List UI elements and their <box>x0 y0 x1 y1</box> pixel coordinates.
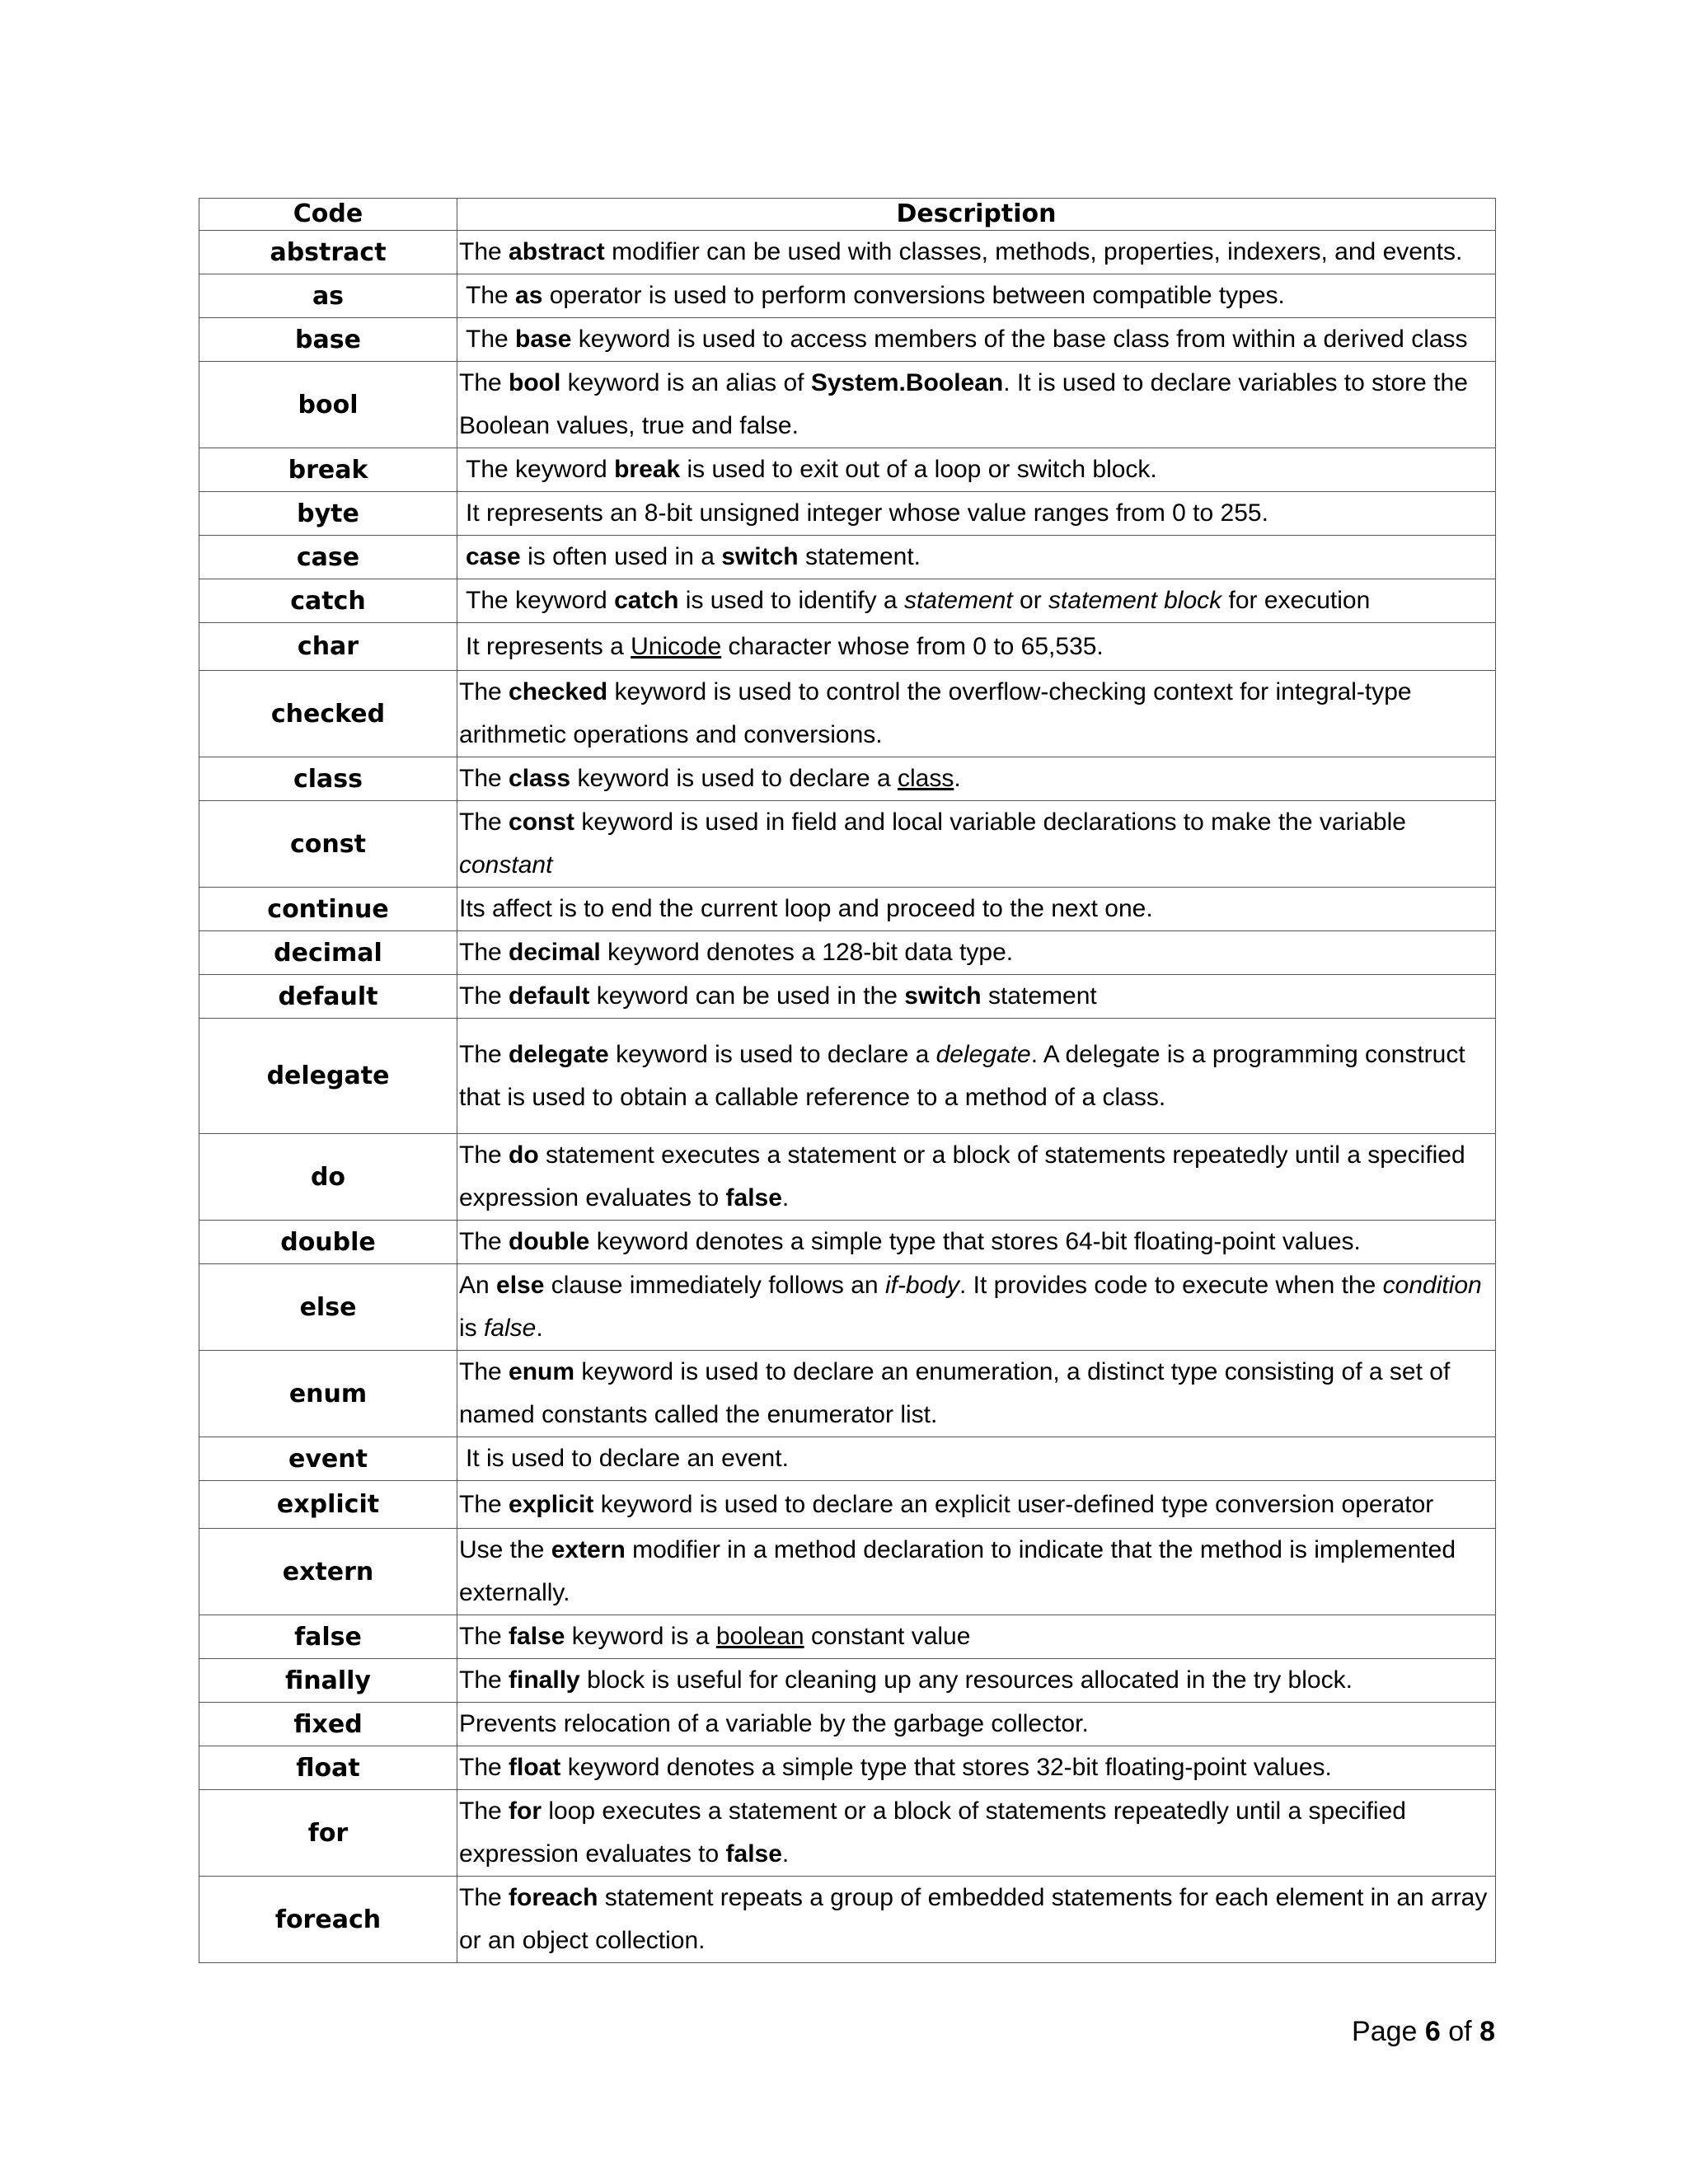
description-segment: clause immediately follows an <box>544 1272 885 1299</box>
table-row <box>199 931 1496 975</box>
description-cell <box>457 1877 1496 1963</box>
description-segment: The <box>459 1490 509 1518</box>
description-segment: const <box>509 808 575 836</box>
description-cell <box>457 448 1496 492</box>
table-row <box>199 448 1496 492</box>
keyword-cell: enum <box>199 1351 457 1437</box>
column-header-code: Code <box>199 199 457 231</box>
page-number-prefix: Page <box>1352 2016 1425 2047</box>
description-segment: . It provides code to execute when the <box>959 1272 1383 1299</box>
description-segment: false <box>725 1840 782 1868</box>
description-segment: The <box>459 1884 509 1911</box>
description-segment: statement executes a statement or a block of statements repeatedly until a specified expression evaluates to <box>459 1141 1465 1212</box>
description-segment: keyword is an alias of <box>560 369 811 396</box>
table-row <box>199 1221 1496 1264</box>
description-segment: keyword denotes a simple type that stores 64-bit floating-point values. <box>589 1228 1361 1255</box>
description-cell <box>457 1703 1496 1746</box>
keyword-cell: double <box>199 1221 457 1264</box>
description-segment: delegate <box>935 1040 1031 1068</box>
description-segment: statement <box>903 587 1013 614</box>
description-segment: . <box>781 1184 790 1212</box>
description-cell <box>457 1221 1496 1264</box>
description-segment: constant <box>459 851 553 879</box>
description-segment: statement block <box>1048 587 1222 614</box>
description-segment: block is useful for cleaning up any resources allocated in the try block. <box>579 1666 1353 1694</box>
description-segment: is often used in a <box>520 543 722 570</box>
table-row <box>199 671 1496 757</box>
table-row <box>199 623 1496 671</box>
description-segment: The <box>459 1666 509 1694</box>
keyword-cell: explicit <box>199 1481 457 1529</box>
description-segment: explicit <box>509 1490 594 1518</box>
description-cell <box>457 888 1496 931</box>
description-segment: for <box>509 1797 542 1825</box>
table-row <box>199 1877 1496 1963</box>
table-row <box>199 975 1496 1019</box>
description-segment: is used to identify a <box>678 587 904 614</box>
description-segment: constant value <box>804 1623 971 1650</box>
keyword-cell: do <box>199 1134 457 1221</box>
description-segment: The <box>459 678 509 705</box>
description-segment: enum <box>509 1358 575 1385</box>
keyword-cell: else <box>199 1264 457 1351</box>
description-segment: . <box>781 1840 790 1868</box>
keyword-cell: for <box>199 1790 457 1877</box>
description-segment: is used to exit out of a loop or switch block. <box>680 456 1157 483</box>
description-segment: if-body <box>884 1272 959 1299</box>
description-segment: switch <box>721 543 799 570</box>
description-cell <box>457 579 1496 623</box>
table-row <box>199 1351 1496 1437</box>
keyword-cell: float <box>199 1746 457 1790</box>
table-row <box>199 1019 1496 1134</box>
description-cell <box>457 1615 1496 1659</box>
description-segment: else <box>496 1272 545 1299</box>
page-number-total: 8 <box>1479 2016 1495 2047</box>
keyword-cell: decimal <box>199 931 457 975</box>
description-segment: base <box>515 326 572 353</box>
table-row <box>199 1529 1496 1615</box>
description-segment: statement repeats a group of embedded statements for each element in an array or an object collection. <box>459 1884 1488 1954</box>
description-segment: boolean <box>715 1623 804 1650</box>
description-segment: extern <box>551 1536 626 1563</box>
table-row <box>199 492 1496 536</box>
description-cell <box>457 1481 1496 1529</box>
table-row <box>199 1437 1496 1481</box>
description-cell <box>457 671 1496 757</box>
description-segment: delegate <box>509 1040 609 1068</box>
description-segment: The <box>459 1754 509 1781</box>
description-cell <box>457 536 1496 579</box>
keyword-cell: byte <box>199 492 457 536</box>
keyword-cell: const <box>199 801 457 888</box>
description-segment: . <box>536 1315 543 1342</box>
table-row <box>199 231 1496 274</box>
description-segment: condition <box>1382 1272 1482 1299</box>
description-cell <box>457 757 1496 801</box>
description-cell <box>457 1437 1496 1481</box>
keyword-cell: extern <box>199 1529 457 1615</box>
keywords-table <box>199 198 1496 1963</box>
keyword-cell: false <box>199 1615 457 1659</box>
description-segment: An <box>459 1272 497 1299</box>
description-segment: do <box>509 1141 539 1169</box>
description-cell <box>457 231 1496 274</box>
description-segment: . It is used to declare variables to store the Boolean values, true and false. <box>459 369 1468 439</box>
table-row <box>199 888 1496 931</box>
keyword-cell: fixed <box>199 1703 457 1746</box>
description-segment: . <box>954 765 961 792</box>
keyword-cell: default <box>199 975 457 1019</box>
description-cell <box>457 975 1496 1019</box>
keyword-cell: class <box>199 757 457 801</box>
description-segment: loop executes a statement or a block of statements repeatedly until a specified expression evaluates to <box>459 1797 1406 1868</box>
description-cell <box>457 1659 1496 1703</box>
description-segment: double <box>509 1228 590 1255</box>
table-row <box>199 1264 1496 1351</box>
description-segment: The <box>459 1141 509 1169</box>
description-segment: case <box>466 543 521 570</box>
description-segment: It represents an 8-bit unsigned integer whose value ranges from 0 to 255. <box>466 499 1268 527</box>
table-row <box>199 1703 1496 1746</box>
description-segment: float <box>509 1754 561 1781</box>
page-number <box>1352 2016 1495 2048</box>
description-segment: It is used to declare an event. <box>466 1445 789 1472</box>
description-segment: break <box>614 456 681 483</box>
description-cell <box>457 801 1496 888</box>
description-segment: The keyword <box>466 587 615 614</box>
description-segment: Prevents relocation of a variable by the garbage collector. <box>459 1710 1089 1737</box>
description-segment: bool <box>509 369 561 396</box>
keyword-cell: as <box>199 274 457 318</box>
description-segment: switch <box>904 982 982 1010</box>
description-segment: statement. <box>798 543 921 570</box>
description-segment: statement <box>981 982 1097 1010</box>
table-row <box>199 1790 1496 1877</box>
description-cell <box>457 623 1496 671</box>
description-cell <box>457 931 1496 975</box>
description-segment: The <box>466 326 516 353</box>
keyword-cell: char <box>199 623 457 671</box>
table-row <box>199 579 1496 623</box>
description-segment: keyword is used in field and local variable declarations to make the variable <box>574 808 1406 836</box>
description-segment: default <box>509 982 590 1010</box>
description-segment: false <box>725 1184 782 1212</box>
description-cell <box>457 1264 1496 1351</box>
description-segment: The <box>466 282 516 309</box>
description-cell <box>457 1790 1496 1877</box>
description-segment: keyword denotes a simple type that stores 32-bit floating-point values. <box>560 1754 1332 1781</box>
description-segment: keyword is used to declare an enumeration, a distinct type consisting of a set of named constants called the enumerator list. <box>459 1358 1451 1428</box>
table-row <box>199 801 1496 888</box>
description-cell <box>457 274 1496 318</box>
description-segment: The <box>459 1797 509 1825</box>
table-row <box>199 1134 1496 1221</box>
description-segment: catch <box>614 587 679 614</box>
description-segment: The <box>459 1623 509 1650</box>
keyword-cell: catch <box>199 579 457 623</box>
description-cell <box>457 1529 1496 1615</box>
description-segment: abstract <box>509 238 605 265</box>
description-segment: keyword denotes a 128-bit data type. <box>600 939 1014 966</box>
description-segment: keyword is used to declare a <box>608 1040 936 1068</box>
description-cell <box>457 1746 1496 1790</box>
description-segment: The <box>459 1040 509 1068</box>
description-segment: decimal <box>509 939 601 966</box>
table-row <box>199 536 1496 579</box>
description-segment: The <box>459 982 509 1010</box>
description-segment: The keyword <box>466 456 615 483</box>
keyword-cell: event <box>199 1437 457 1481</box>
description-segment: modifier can be used with classes, methods, properties, indexers, and events. <box>604 238 1463 265</box>
description-segment: Unicode <box>631 632 722 660</box>
description-segment: class <box>897 765 954 792</box>
description-segment: The <box>459 1358 509 1385</box>
table-row <box>199 362 1496 448</box>
description-cell <box>457 1134 1496 1221</box>
table-header-row <box>199 199 1496 231</box>
keyword-cell: case <box>199 536 457 579</box>
table-row <box>199 1481 1496 1529</box>
table-body <box>199 231 1496 1963</box>
description-segment: false <box>484 1315 537 1342</box>
keyword-cell: base <box>199 318 457 362</box>
keyword-cell: continue <box>199 888 457 931</box>
description-cell <box>457 318 1496 362</box>
description-segment: character whose from 0 to 65,535. <box>721 632 1104 660</box>
description-segment: . A delegate is a programming construct that is used to obtain a callable reference to a method of a class. <box>459 1040 1465 1111</box>
description-segment: for execution <box>1221 587 1371 614</box>
keyword-cell: foreach <box>199 1877 457 1963</box>
description-segment: Its affect is to end the current loop and proceed to the next one. <box>459 895 1153 922</box>
description-segment: keyword is used to access members of the base class from within a derived class <box>571 326 1468 353</box>
table-row <box>199 1615 1496 1659</box>
description-segment: System.Boolean <box>810 369 1004 396</box>
description-segment: operator is used to perform conversions between compatible types. <box>542 282 1285 309</box>
description-segment: as <box>515 282 543 309</box>
description-segment: The <box>459 369 509 396</box>
description-segment: The <box>459 238 509 265</box>
keyword-cell: checked <box>199 671 457 757</box>
table-row <box>199 1746 1496 1790</box>
keyword-cell: bool <box>199 362 457 448</box>
description-cell <box>457 1019 1496 1134</box>
description-segment: foreach <box>509 1884 598 1911</box>
description-segment: keyword is used to declare a <box>570 765 898 792</box>
description-segment: keyword is used to declare an explicit user-defined type conversion operator <box>593 1490 1434 1518</box>
table-row <box>199 274 1496 318</box>
description-segment: or <box>1012 587 1049 614</box>
column-header-description: Description <box>457 199 1496 231</box>
description-segment: checked <box>509 678 608 705</box>
description-segment: It represents a <box>466 632 631 660</box>
description-segment: modifier in a method declaration to indicate that the method is implemented externally. <box>459 1536 1456 1606</box>
keyword-cell: delegate <box>199 1019 457 1134</box>
description-segment: finally <box>509 1666 580 1694</box>
table-row <box>199 318 1496 362</box>
description-segment: The <box>459 939 509 966</box>
description-segment: is <box>459 1315 484 1342</box>
description-cell <box>457 1351 1496 1437</box>
description-segment: false <box>509 1623 565 1650</box>
description-cell <box>457 362 1496 448</box>
description-segment: class <box>509 765 571 792</box>
page-number-middle: of <box>1440 2016 1480 2047</box>
description-segment: keyword can be used in the <box>589 982 905 1010</box>
table-row <box>199 1659 1496 1703</box>
description-cell <box>457 492 1496 536</box>
page-number-current: 6 <box>1424 2016 1441 2047</box>
description-segment: keyword is a <box>565 1623 716 1650</box>
keyword-cell: break <box>199 448 457 492</box>
description-segment: The <box>459 765 509 792</box>
table-row <box>199 757 1496 801</box>
description-segment: The <box>459 1228 509 1255</box>
keyword-cell: abstract <box>199 231 457 274</box>
description-segment: The <box>459 808 509 836</box>
description-segment: Use the <box>459 1536 551 1563</box>
keyword-cell: finally <box>199 1659 457 1703</box>
description-segment: keyword is used to control the overflow-checking context for integral-type arithmetic operations and conversions. <box>459 678 1412 748</box>
